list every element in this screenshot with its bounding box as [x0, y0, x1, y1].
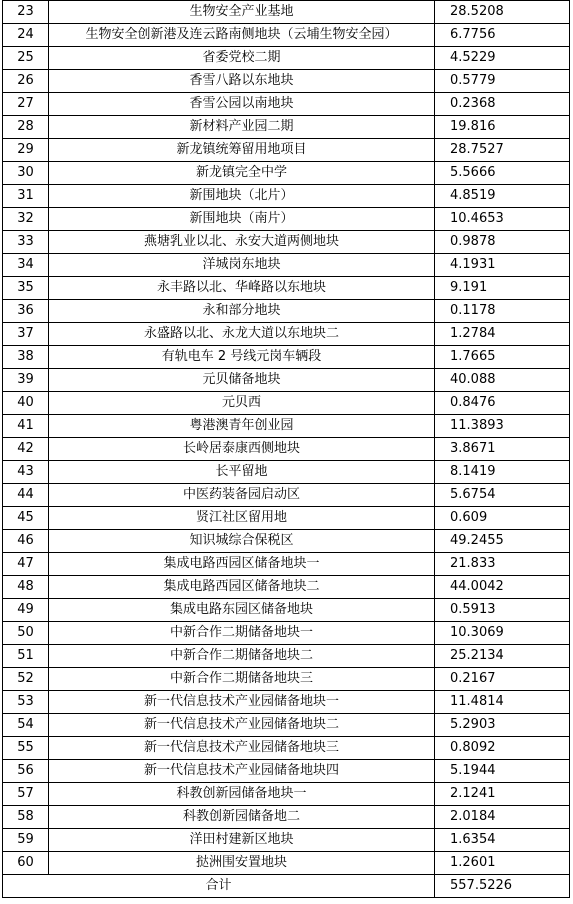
total-row [3, 875, 570, 898]
row-number-cell: 58 [3, 806, 49, 829]
row-number-cell: 24 [3, 24, 49, 47]
area-value-cell: 19.816 [435, 116, 570, 139]
row-number-cell: 25 [3, 47, 49, 70]
table-row [3, 346, 570, 369]
parcel-name-cell: 新龙镇统筹留用地项目 [49, 139, 435, 162]
parcel-name-cell: 长平留地 [49, 461, 435, 484]
area-value-cell: 5.5666 [435, 162, 570, 185]
row-number-cell: 48 [3, 576, 49, 599]
parcel-name-cell: 有轨电车 2 号线元岗车辆段 [49, 346, 435, 369]
row-number-cell: 45 [3, 507, 49, 530]
parcel-name-cell: 知识城综合保税区 [49, 530, 435, 553]
row-number-cell: 32 [3, 208, 49, 231]
row-number-cell: 44 [3, 484, 49, 507]
row-number-cell: 53 [3, 691, 49, 714]
land-parcel-table [2, 0, 570, 898]
row-number-cell: 40 [3, 392, 49, 415]
parcel-name-cell: 新龙镇完全中学 [49, 162, 435, 185]
area-value-cell: 21.833 [435, 553, 570, 576]
table-row [3, 254, 570, 277]
area-value-cell: 1.6354 [435, 829, 570, 852]
row-number-cell: 34 [3, 254, 49, 277]
parcel-name-cell: 科教创新园储备地块一 [49, 783, 435, 806]
area-value-cell: 4.8519 [435, 185, 570, 208]
row-number-cell: 33 [3, 231, 49, 254]
area-value-cell: 0.1178 [435, 300, 570, 323]
table-row [3, 760, 570, 783]
table-row [3, 392, 570, 415]
parcel-name-cell: 新围地块（南片） [49, 208, 435, 231]
row-number-cell: 26 [3, 70, 49, 93]
row-number-cell: 50 [3, 622, 49, 645]
parcel-name-cell: 新一代信息技术产业园储备地块三 [49, 737, 435, 760]
table-row [3, 484, 570, 507]
area-value-cell: 2.0184 [435, 806, 570, 829]
parcel-name-cell: 元贝储备地块 [49, 369, 435, 392]
table-row [3, 208, 570, 231]
table-row [3, 645, 570, 668]
area-value-cell: 0.2368 [435, 93, 570, 116]
row-number-cell: 35 [3, 277, 49, 300]
parcel-name-cell: 省委党校二期 [49, 47, 435, 70]
area-value-cell: 2.1241 [435, 783, 570, 806]
table-row [3, 415, 570, 438]
row-number-cell: 46 [3, 530, 49, 553]
parcel-name-cell: 新一代信息技术产业园储备地块四 [49, 760, 435, 783]
parcel-name-cell: 新围地块（北片） [49, 185, 435, 208]
area-value-cell: 0.8092 [435, 737, 570, 760]
table-row [3, 622, 570, 645]
row-number-cell: 42 [3, 438, 49, 461]
table-row [3, 70, 570, 93]
area-value-cell: 25.2134 [435, 645, 570, 668]
area-value-cell: 1.2601 [435, 852, 570, 875]
area-value-cell: 3.8671 [435, 438, 570, 461]
table-row [3, 507, 570, 530]
total-area: 557.5226 [435, 875, 570, 898]
parcel-name-cell: 新一代信息技术产业园储备地块一 [49, 691, 435, 714]
parcel-name-cell: 中新合作二期储备地块一 [49, 622, 435, 645]
table-row [3, 806, 570, 829]
area-value-cell: 9.191 [435, 277, 570, 300]
area-value-cell: 28.5208 [435, 1, 570, 24]
row-number-cell: 23 [3, 1, 49, 24]
area-value-cell: 0.2167 [435, 668, 570, 691]
area-value-cell: 1.7665 [435, 346, 570, 369]
table-row [3, 737, 570, 760]
table-row [3, 24, 570, 47]
row-number-cell: 49 [3, 599, 49, 622]
table-row [3, 691, 570, 714]
row-number-cell: 55 [3, 737, 49, 760]
area-value-cell: 11.3893 [435, 415, 570, 438]
parcel-name-cell: 洋田村建新区地块 [49, 829, 435, 852]
area-value-cell: 5.1944 [435, 760, 570, 783]
row-number-cell: 52 [3, 668, 49, 691]
area-value-cell: 0.5913 [435, 599, 570, 622]
table-body [3, 1, 570, 875]
area-value-cell: 0.9878 [435, 231, 570, 254]
table-row [3, 714, 570, 737]
parcel-name-cell: 洋城岗东地块 [49, 254, 435, 277]
row-number-cell: 31 [3, 185, 49, 208]
table-row [3, 369, 570, 392]
table-row [3, 668, 570, 691]
row-number-cell: 51 [3, 645, 49, 668]
parcel-name-cell: 永盛路以北、永龙大道以东地块二 [49, 323, 435, 346]
table-row [3, 599, 570, 622]
parcel-name-cell: 生物安全产业基地 [49, 1, 435, 24]
area-value-cell: 4.5229 [435, 47, 570, 70]
area-value-cell: 5.2903 [435, 714, 570, 737]
parcel-name-cell: 挞洲围安置地块 [49, 852, 435, 875]
row-number-cell: 29 [3, 139, 49, 162]
area-value-cell: 8.1419 [435, 461, 570, 484]
parcel-name-cell: 粤港澳青年创业园 [49, 415, 435, 438]
table-row [3, 829, 570, 852]
table-row [3, 139, 570, 162]
table-row [3, 162, 570, 185]
row-number-cell: 39 [3, 369, 49, 392]
area-value-cell: 0.5779 [435, 70, 570, 93]
table-row [3, 461, 570, 484]
table-row [3, 47, 570, 70]
row-number-cell: 43 [3, 461, 49, 484]
area-value-cell: 44.0042 [435, 576, 570, 599]
row-number-cell: 60 [3, 852, 49, 875]
table-row [3, 300, 570, 323]
area-value-cell: 10.4653 [435, 208, 570, 231]
area-value-cell: 0.609 [435, 507, 570, 530]
table-row [3, 277, 570, 300]
area-value-cell: 10.3069 [435, 622, 570, 645]
area-value-cell: 4.1931 [435, 254, 570, 277]
table-row [3, 323, 570, 346]
area-value-cell: 1.2784 [435, 323, 570, 346]
parcel-name-cell: 集成电路西园区储备地块一 [49, 553, 435, 576]
total-label: 合计 [3, 875, 435, 898]
area-value-cell: 6.7756 [435, 24, 570, 47]
table-row [3, 231, 570, 254]
parcel-name-cell: 长岭居泰康西侧地块 [49, 438, 435, 461]
parcel-name-cell: 中新合作二期储备地块二 [49, 645, 435, 668]
area-value-cell: 28.7527 [435, 139, 570, 162]
row-number-cell: 38 [3, 346, 49, 369]
parcel-name-cell: 集成电路东园区储备地块 [49, 599, 435, 622]
row-number-cell: 28 [3, 116, 49, 139]
parcel-name-cell: 中新合作二期储备地块三 [49, 668, 435, 691]
parcel-name-cell: 香雪公园以南地块 [49, 93, 435, 116]
row-number-cell: 27 [3, 93, 49, 116]
row-number-cell: 47 [3, 553, 49, 576]
row-number-cell: 57 [3, 783, 49, 806]
parcel-name-cell: 燕塘乳业以北、永安大道两侧地块 [49, 231, 435, 254]
table-row [3, 852, 570, 875]
area-value-cell: 49.2455 [435, 530, 570, 553]
row-number-cell: 37 [3, 323, 49, 346]
parcel-name-cell: 永丰路以北、华峰路以东地块 [49, 277, 435, 300]
row-number-cell: 56 [3, 760, 49, 783]
area-value-cell: 11.4814 [435, 691, 570, 714]
table-row [3, 530, 570, 553]
parcel-name-cell: 新一代信息技术产业园储备地块二 [49, 714, 435, 737]
parcel-name-cell: 新材料产业园二期 [49, 116, 435, 139]
row-number-cell: 59 [3, 829, 49, 852]
parcel-name-cell: 永和部分地块 [49, 300, 435, 323]
table-row [3, 576, 570, 599]
table-row [3, 438, 570, 461]
parcel-name-cell: 元贝西 [49, 392, 435, 415]
table-row [3, 185, 570, 208]
row-number-cell: 36 [3, 300, 49, 323]
parcel-name-cell: 科教创新园储备地二 [49, 806, 435, 829]
table-row [3, 783, 570, 806]
area-value-cell: 0.8476 [435, 392, 570, 415]
parcel-name-cell: 香雪八路以东地块 [49, 70, 435, 93]
row-number-cell: 54 [3, 714, 49, 737]
row-number-cell: 41 [3, 415, 49, 438]
area-value-cell: 40.088 [435, 369, 570, 392]
table-row [3, 1, 570, 24]
row-number-cell: 30 [3, 162, 49, 185]
table-row [3, 116, 570, 139]
parcel-name-cell: 集成电路西园区储备地块二 [49, 576, 435, 599]
table-row [3, 553, 570, 576]
parcel-name-cell: 生物安全创新港及连云路南侧地块（云埔生物安全园） [49, 24, 435, 47]
parcel-name-cell: 中医药装备园启动区 [49, 484, 435, 507]
parcel-name-cell: 贤江社区留用地 [49, 507, 435, 530]
area-value-cell: 5.6754 [435, 484, 570, 507]
table-row [3, 93, 570, 116]
